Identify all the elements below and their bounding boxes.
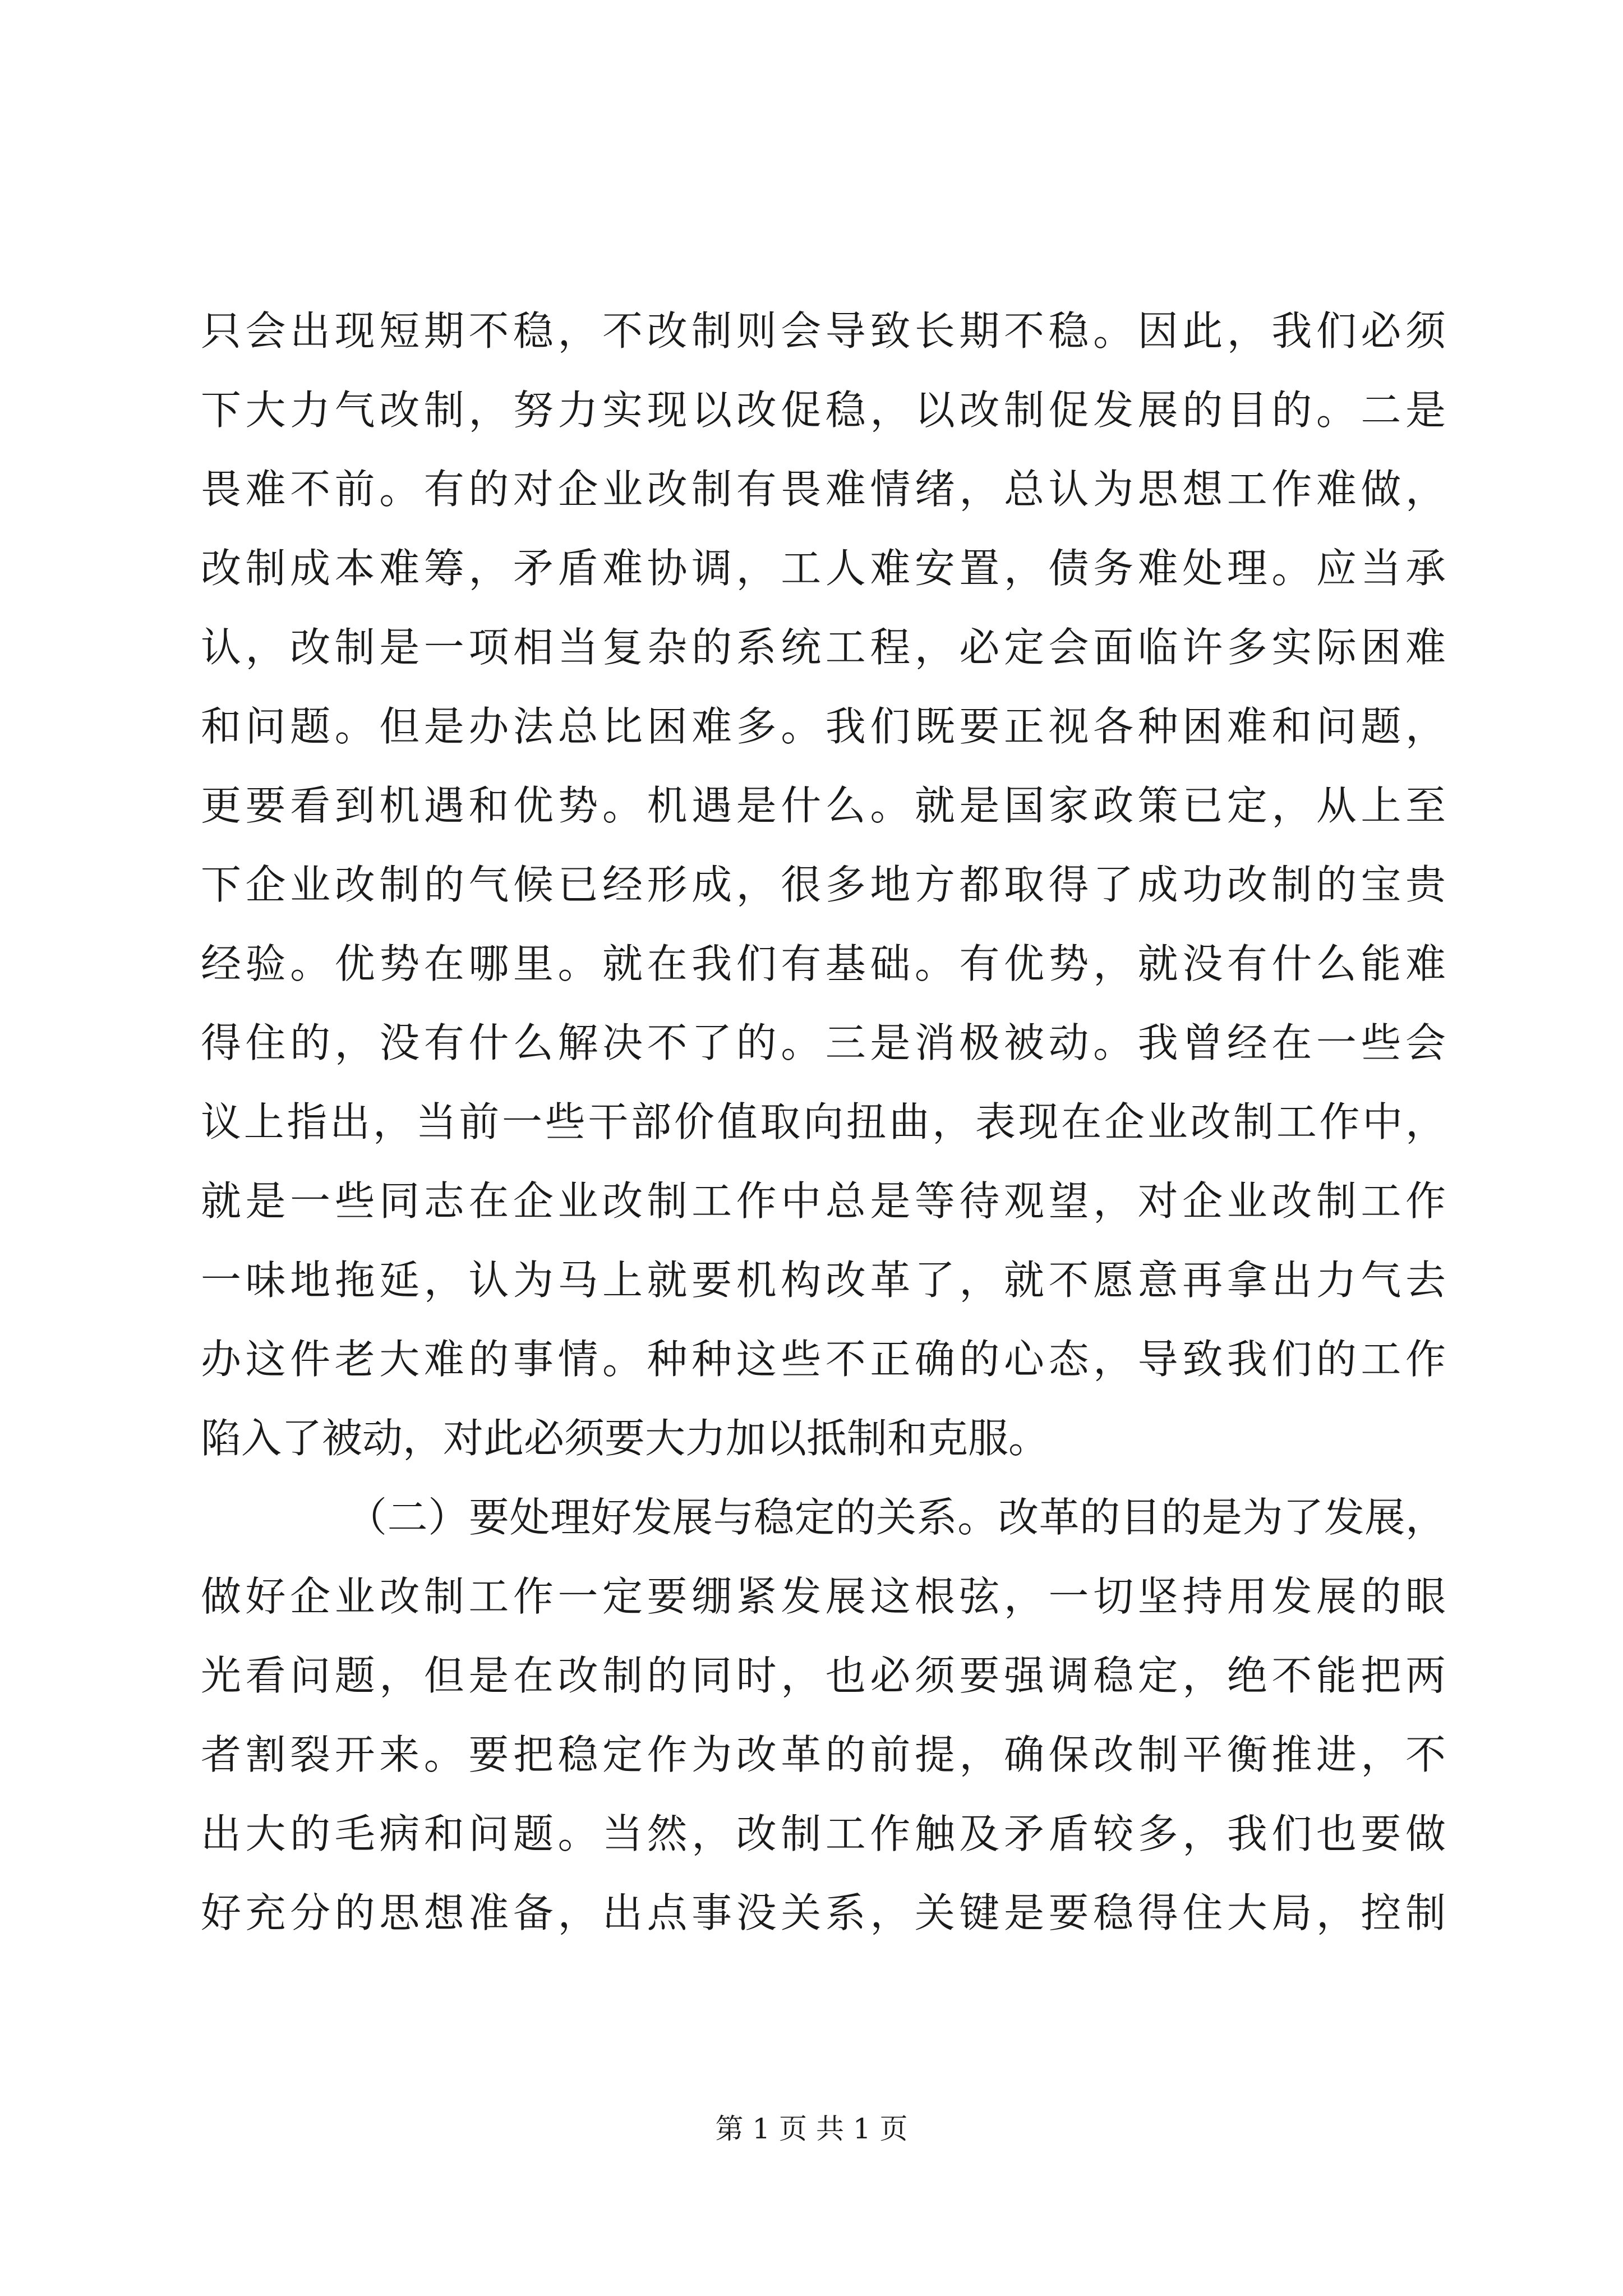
body-line: 一味地拖延，认为马上就要机构改革了，就不愿意再拿出力气去 (201, 1257, 1446, 1304)
body-line: 认，改制是一项相当复杂的系统工程，必定会面临许多实际困难 (201, 624, 1446, 671)
document-body (201, 292, 1446, 1953)
body-line: 下企业改制的气候已经形成，很多地方都取得了成功改制的宝贵 (201, 861, 1446, 908)
section-heading-line: （二）要处理好发展与稳定的关系。改革的目的是为了发展， (347, 1494, 1446, 1541)
body-line: 就是一些同志在企业改制工作中总是等待观望，对企业改制工作 (201, 1177, 1446, 1225)
body-line: 办这件老大难的事情。种种这些不正确的心态，导致我们的工作 (201, 1336, 1446, 1383)
page-number-footer: 第 1 页 共 1 页 (715, 2113, 908, 2145)
body-line: 者割裂开来。要把稳定作为改革的前提，确保改制平衡推进，不 (201, 1731, 1446, 1778)
body-line: 得住的，没有什么解决不了的。三是消极被动。我曾经在一些会 (201, 1019, 1446, 1066)
body-line: 只会出现短期不稳，不改制则会导致长期不稳。因此，我们必须 (201, 307, 1446, 355)
body-line: 好充分的思想准备，出点事没关系，关键是要稳得住大局，控制 (201, 1889, 1446, 1936)
body-line: 议上指出，当前一些干部价值取向扭曲，表现在企业改制工作中， (201, 1098, 1446, 1145)
body-line: 经验。优势在哪里。就在我们有基础。有优势，就没有什么能难 (201, 940, 1446, 987)
body-line: 更要看到机遇和优势。机遇是什么。就是国家政策已定，从上至 (201, 782, 1446, 829)
body-line: 改制成本难筹，矛盾难协调，工人难安置，债务难处理。应当承 (201, 545, 1446, 592)
paragraph-end-line: 陷入了被动，对此必须要大力加以抵制和克服。 (201, 1415, 1049, 1462)
body-line: 和问题。但是办法总比困难多。我们既要正视各种困难和问题， (201, 703, 1446, 750)
body-line: 出大的毛病和问题。当然，改制工作触及矛盾较多，我们也要做 (201, 1810, 1446, 1857)
body-line: 光看问题，但是在改制的同时，也必须要强调稳定，绝不能把两 (201, 1652, 1446, 1699)
body-line: 下大力气改制，努力实现以改促稳，以改制促发展的目的。二是 (201, 386, 1446, 434)
body-line: 做好企业改制工作一定要绷紧发展这根弦，一切坚持用发展的眼 (201, 1573, 1446, 1620)
body-line: 畏难不前。有的对企业改制有畏难情绪，总认为思想工作难做， (201, 466, 1446, 513)
